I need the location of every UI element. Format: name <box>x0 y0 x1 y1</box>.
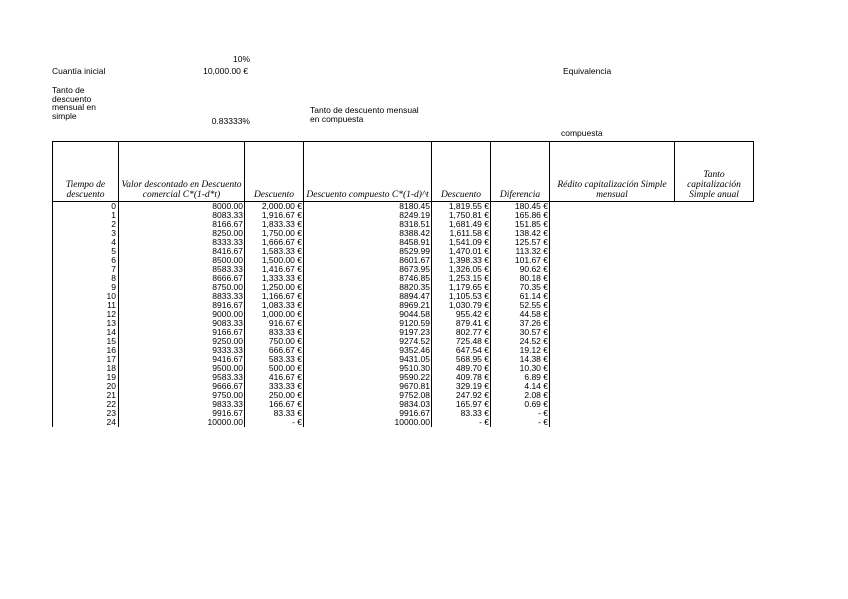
cell-descuento: 416.67 € <box>245 373 304 382</box>
cell-redito <box>550 256 675 265</box>
cell-valor: 9833.33 <box>119 400 245 409</box>
cell-tiempo: 5 <box>53 247 119 256</box>
cell-descuento: 2,000.00 € <box>245 202 304 212</box>
cell-diferencia: 24.52 € <box>491 337 550 346</box>
cuantia-value: 10,000.00 € <box>203 66 248 76</box>
cell-valor: 8666.67 <box>119 274 245 283</box>
cell-descuento: 666.67 € <box>245 346 304 355</box>
cell-diferencia: 10.30 € <box>491 364 550 373</box>
cell-tiempo: 20 <box>53 382 119 391</box>
cell-diferencia: 125.57 € <box>491 238 550 247</box>
cell-tanto <box>675 355 754 364</box>
cell-descuento: 1,583.33 € <box>245 247 304 256</box>
cell-descuento-compuesto: 955.42 € <box>432 310 491 319</box>
cell-redito <box>550 274 675 283</box>
cell-compuesto: 9670.81 <box>304 382 432 391</box>
cell-redito <box>550 382 675 391</box>
cell-diferencia: 138.42 € <box>491 229 550 238</box>
cell-compuesto: 9120.59 <box>304 319 432 328</box>
cell-diferencia: - € <box>491 418 550 427</box>
cell-tiempo: 0 <box>53 202 119 212</box>
tanto-compuesta-label: Tanto de descuento mensual en compuesta <box>310 105 419 124</box>
cell-tiempo: 3 <box>53 229 119 238</box>
cell-tanto <box>675 400 754 409</box>
cell-descuento: 1,416.67 € <box>245 265 304 274</box>
cell-tiempo: 15 <box>53 337 119 346</box>
cell-redito <box>550 202 675 212</box>
cell-descuento-compuesto: 1,398.33 € <box>432 256 491 265</box>
cell-compuesto: 8388.42 <box>304 229 432 238</box>
cell-descuento-compuesto: 1,611.58 € <box>432 229 491 238</box>
cell-valor: 9583.33 <box>119 373 245 382</box>
cell-valor: 8750.00 <box>119 283 245 292</box>
cell-redito <box>550 391 675 400</box>
cell-diferencia: 61.14 € <box>491 292 550 301</box>
cell-tanto <box>675 265 754 274</box>
cell-valor: 8250.00 <box>119 229 245 238</box>
cell-valor: 8333.33 <box>119 238 245 247</box>
cell-descuento: 833.33 € <box>245 328 304 337</box>
tanto-simple-label: Tanto de descuento mensual en simple <box>52 85 96 121</box>
cell-tanto <box>675 310 754 319</box>
cell-tanto <box>675 301 754 310</box>
cell-compuesto: 8894.47 <box>304 292 432 301</box>
cell-descuento-compuesto: 409.78 € <box>432 373 491 382</box>
cell-descuento-compuesto: 725.48 € <box>432 337 491 346</box>
header-diferencia: Diferencia <box>491 142 550 202</box>
cell-descuento: 333.33 € <box>245 382 304 391</box>
rate-value: 10% <box>232 54 250 64</box>
cell-tanto <box>675 409 754 418</box>
cell-compuesto: 8458.91 <box>304 238 432 247</box>
cell-compuesto: 8673.95 <box>304 265 432 274</box>
cell-descuento: 1,166.67 € <box>245 292 304 301</box>
cell-tanto <box>675 283 754 292</box>
cell-descuento-compuesto: 879.41 € <box>432 319 491 328</box>
cell-descuento-compuesto: 1,253.15 € <box>432 274 491 283</box>
header-descuento-compuesto: Descuento <box>432 142 491 202</box>
cell-descuento: 1,500.00 € <box>245 256 304 265</box>
cell-descuento-compuesto: 329.19 € <box>432 382 491 391</box>
cell-compuesto: 9834.03 <box>304 400 432 409</box>
cell-redito <box>550 211 675 220</box>
cell-redito <box>550 328 675 337</box>
cell-compuesto: 8529.99 <box>304 247 432 256</box>
cell-valor: 9416.67 <box>119 355 245 364</box>
cell-tiempo: 10 <box>53 292 119 301</box>
cell-tiempo: 8 <box>53 274 119 283</box>
cell-tanto <box>675 274 754 283</box>
cell-valor: 8083.33 <box>119 211 245 220</box>
cell-redito <box>550 364 675 373</box>
cell-compuesto: 9431.05 <box>304 355 432 364</box>
cell-compuesto: 8601.67 <box>304 256 432 265</box>
cell-redito <box>550 310 675 319</box>
cell-tiempo: 1 <box>53 211 119 220</box>
cell-diferencia: 180.45 € <box>491 202 550 212</box>
tanto-simple-value: 0.83333% <box>211 116 250 126</box>
header-redito: Rédito capitalización Simple mensual <box>550 142 675 202</box>
cell-tanto <box>675 211 754 220</box>
cell-descuento-compuesto: 1,105.53 € <box>432 292 491 301</box>
cell-diferencia: 52.55 € <box>491 301 550 310</box>
discount-table <box>52 141 754 427</box>
cell-tanto <box>675 238 754 247</box>
equivalencia-label: Equivalencia <box>563 66 612 76</box>
cell-redito <box>550 238 675 247</box>
cell-diferencia: - € <box>491 409 550 418</box>
cell-tiempo: 2 <box>53 220 119 229</box>
cell-diferencia: 37.26 € <box>491 319 550 328</box>
cell-redito <box>550 373 675 382</box>
cell-tanto <box>675 292 754 301</box>
cell-descuento: 1,333.33 € <box>245 274 304 283</box>
header-tanto: Tanto capitalización Simple anual <box>675 142 754 202</box>
cell-tiempo: 6 <box>53 256 119 265</box>
cell-redito <box>550 229 675 238</box>
cell-compuesto: 8180.45 <box>304 202 432 212</box>
cell-diferencia: 2.08 € <box>491 391 550 400</box>
cell-tanto <box>675 391 754 400</box>
cell-valor: 9666.67 <box>119 382 245 391</box>
cell-redito <box>550 247 675 256</box>
cell-descuento-compuesto: 1,470.01 € <box>432 247 491 256</box>
cell-tanto <box>675 418 754 427</box>
cell-descuento: 1,750.00 € <box>245 229 304 238</box>
cell-descuento-compuesto: 1,541.09 € <box>432 238 491 247</box>
cell-redito <box>550 301 675 310</box>
cell-descuento: - € <box>245 418 304 427</box>
cell-tiempo: 12 <box>53 310 119 319</box>
cell-descuento: 1,833.33 € <box>245 220 304 229</box>
cell-diferencia: 151.85 € <box>491 220 550 229</box>
cell-descuento-compuesto: 802.77 € <box>432 328 491 337</box>
cell-descuento: 1,000.00 € <box>245 310 304 319</box>
cell-tanto <box>675 202 754 212</box>
cell-valor: 9916.67 <box>119 409 245 418</box>
cell-redito <box>550 418 675 427</box>
table-row <box>53 418 754 427</box>
cell-compuesto: 10000.00 <box>304 418 432 427</box>
cell-tiempo: 19 <box>53 373 119 382</box>
cell-valor: 8416.67 <box>119 247 245 256</box>
cell-diferencia: 14.38 € <box>491 355 550 364</box>
cell-tiempo: 7 <box>53 265 119 274</box>
cell-tiempo: 14 <box>53 328 119 337</box>
header-descuento: Descuento <box>245 142 304 202</box>
cell-diferencia: 19.12 € <box>491 346 550 355</box>
cell-valor: 9250.00 <box>119 337 245 346</box>
cell-tanto <box>675 229 754 238</box>
cell-diferencia: 101.67 € <box>491 256 550 265</box>
cell-descuento: 166.67 € <box>245 400 304 409</box>
cell-valor: 8833.33 <box>119 292 245 301</box>
cell-descuento-compuesto: 247.92 € <box>432 391 491 400</box>
cell-descuento-compuesto: 568.95 € <box>432 355 491 364</box>
header-compuesto: Descuento compuesto C*(1-d)^t <box>304 142 432 202</box>
cell-tiempo: 16 <box>53 346 119 355</box>
cell-tiempo: 24 <box>53 418 119 427</box>
cell-valor: 10000.00 <box>119 418 245 427</box>
cell-compuesto: 8820.35 <box>304 283 432 292</box>
cell-redito <box>550 220 675 229</box>
cell-diferencia: 113.32 € <box>491 247 550 256</box>
cell-tiempo: 17 <box>53 355 119 364</box>
cell-valor: 9000.00 <box>119 310 245 319</box>
cell-redito <box>550 346 675 355</box>
cuantia-label: Cuantía inicial <box>52 66 106 76</box>
cell-descuento-compuesto: 1,819.55 € <box>432 202 491 212</box>
cell-compuesto: 9510.30 <box>304 364 432 373</box>
cell-compuesto: 9916.67 <box>304 409 432 418</box>
cell-valor: 8166.67 <box>119 220 245 229</box>
cell-tanto <box>675 337 754 346</box>
cell-tiempo: 11 <box>53 301 119 310</box>
cell-valor: 9750.00 <box>119 391 245 400</box>
cell-descuento-compuesto: 83.33 € <box>432 409 491 418</box>
cell-compuesto: 8249.19 <box>304 211 432 220</box>
cell-descuento: 250.00 € <box>245 391 304 400</box>
cell-redito <box>550 337 675 346</box>
cell-tiempo: 23 <box>53 409 119 418</box>
cell-tanto <box>675 373 754 382</box>
cell-valor: 9166.67 <box>119 328 245 337</box>
cell-tiempo: 21 <box>53 391 119 400</box>
cell-compuesto: 9590.22 <box>304 373 432 382</box>
cell-descuento-compuesto: 1,681.49 € <box>432 220 491 229</box>
cell-tiempo: 9 <box>53 283 119 292</box>
cell-tiempo: 22 <box>53 400 119 409</box>
cell-descuento-compuesto: 1,326.05 € <box>432 265 491 274</box>
cell-tiempo: 18 <box>53 364 119 373</box>
cell-descuento-compuesto: 647.54 € <box>432 346 491 355</box>
cell-compuesto: 8969.21 <box>304 301 432 310</box>
header-valor: Valor descontado en Descuento comercial C*(1-d*t) <box>119 142 245 202</box>
cell-diferencia: 165.86 € <box>491 211 550 220</box>
cell-tanto <box>675 256 754 265</box>
cell-descuento: 1,666.67 € <box>245 238 304 247</box>
cell-descuento: 500.00 € <box>245 364 304 373</box>
cell-diferencia: 6.89 € <box>491 373 550 382</box>
cell-redito <box>550 292 675 301</box>
cell-descuento-compuesto: 165.97 € <box>432 400 491 409</box>
cell-descuento-compuesto: 1,030.79 € <box>432 301 491 310</box>
cell-tanto <box>675 382 754 391</box>
cell-compuesto: 9044.58 <box>304 310 432 319</box>
cell-descuento-compuesto: 489.70 € <box>432 364 491 373</box>
cell-diferencia: 80.18 € <box>491 274 550 283</box>
cell-valor: 8000.00 <box>119 202 245 212</box>
cell-valor: 8583.33 <box>119 265 245 274</box>
cell-redito <box>550 400 675 409</box>
cell-compuesto: 8746.85 <box>304 274 432 283</box>
cell-diferencia: 4.14 € <box>491 382 550 391</box>
cell-descuento-compuesto: - € <box>432 418 491 427</box>
cell-tanto <box>675 364 754 373</box>
cell-redito <box>550 265 675 274</box>
cell-valor: 9333.33 <box>119 346 245 355</box>
table-header-row <box>53 142 754 202</box>
cell-descuento-compuesto: 1,179.65 € <box>432 283 491 292</box>
cell-compuesto: 8318.51 <box>304 220 432 229</box>
cell-tanto <box>675 247 754 256</box>
cell-diferencia: 70.35 € <box>491 283 550 292</box>
cell-tanto <box>675 220 754 229</box>
cell-descuento: 1,083.33 € <box>245 301 304 310</box>
cell-valor: 8916.67 <box>119 301 245 310</box>
cell-redito <box>550 319 675 328</box>
cell-tanto <box>675 346 754 355</box>
cell-compuesto: 9197.23 <box>304 328 432 337</box>
cell-redito <box>550 283 675 292</box>
cell-diferencia: 0.69 € <box>491 400 550 409</box>
cell-tiempo: 4 <box>53 238 119 247</box>
cell-descuento: 83.33 € <box>245 409 304 418</box>
compuesta-label: compuesta <box>561 128 603 138</box>
cell-descuento: 916.67 € <box>245 319 304 328</box>
cell-valor: 9083.33 <box>119 319 245 328</box>
cell-tanto <box>675 319 754 328</box>
cell-compuesto: 9274.52 <box>304 337 432 346</box>
cell-tanto <box>675 328 754 337</box>
cell-compuesto: 9352.46 <box>304 346 432 355</box>
cell-diferencia: 30.57 € <box>491 328 550 337</box>
cell-descuento: 583.33 € <box>245 355 304 364</box>
cell-valor: 9500.00 <box>119 364 245 373</box>
cell-redito <box>550 409 675 418</box>
cell-valor: 8500.00 <box>119 256 245 265</box>
cell-descuento: 750.00 € <box>245 337 304 346</box>
cell-descuento-compuesto: 1,750.81 € <box>432 211 491 220</box>
cell-tiempo: 13 <box>53 319 119 328</box>
cell-diferencia: 44.58 € <box>491 310 550 319</box>
header-tiempo: Tiempo de descuento <box>53 142 119 202</box>
cell-descuento: 1,916.67 € <box>245 211 304 220</box>
cell-compuesto: 9752.08 <box>304 391 432 400</box>
cell-diferencia: 90.62 € <box>491 265 550 274</box>
cell-redito <box>550 355 675 364</box>
cell-descuento: 1,250.00 € <box>245 283 304 292</box>
